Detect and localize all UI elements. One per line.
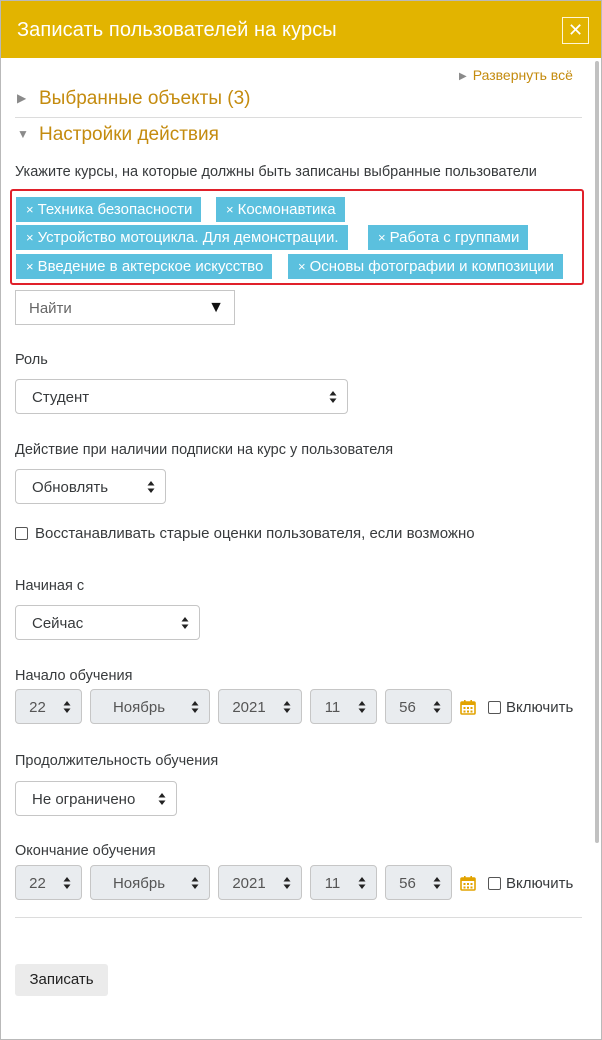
sort-caret-icon xyxy=(358,700,366,714)
end-year-value: 2021 xyxy=(232,875,266,892)
end-date-enable-checkbox[interactable] xyxy=(488,877,501,890)
start-month-value: Ноябрь xyxy=(112,699,166,716)
search-placeholder: Найти xyxy=(29,300,72,317)
course-chip-label: Космонавтика xyxy=(237,201,336,218)
end-date-enable-label: Включить xyxy=(506,875,574,892)
course-chip-label: Техника безопасности xyxy=(37,201,193,218)
remove-icon: × xyxy=(226,202,234,217)
start-date-enable-label: Включить xyxy=(506,699,574,716)
course-chip[interactable] xyxy=(288,254,563,279)
role-select[interactable] xyxy=(15,379,348,414)
sort-caret-icon xyxy=(147,480,155,494)
section-selected-label: Выбранные объекты (3) xyxy=(39,88,251,109)
sort-caret-icon xyxy=(433,876,441,890)
courses-label: Укажите курсы, на которые должны быть записаны выбранные пользователи xyxy=(15,164,537,180)
close-icon: ✕ xyxy=(567,20,584,40)
end-hour-value: 11 xyxy=(324,875,341,892)
dialog-title: Записать пользователей на курсы xyxy=(17,19,337,41)
duration-label: Продолжительность обучения xyxy=(15,753,219,769)
end-date-label: Окончание обучения xyxy=(15,843,156,859)
start-minute-value: 56 xyxy=(399,699,416,716)
end-minute-select[interactable] xyxy=(385,865,452,900)
section-selected-objects[interactable] xyxy=(17,88,250,110)
start-date-label: Начало обучения xyxy=(15,668,133,684)
course-chip-label: Устройство мотоцикла. Для демонстрации. xyxy=(37,229,339,246)
start-year-value: 2021 xyxy=(232,699,266,716)
divider xyxy=(15,917,582,918)
sort-caret-icon xyxy=(433,700,441,714)
course-chip-label: Основы фотографии и композиции xyxy=(309,258,554,275)
course-chip[interactable] xyxy=(16,225,348,250)
remove-icon: × xyxy=(26,202,34,217)
course-chip[interactable] xyxy=(16,197,201,222)
start-from-value: Сейчас xyxy=(32,615,84,632)
scrollbar[interactable] xyxy=(595,61,599,843)
triangle-down-icon: ▼ xyxy=(17,127,29,141)
sort-caret-icon xyxy=(158,792,166,806)
triangle-right-icon: ▶ xyxy=(17,91,27,105)
duration-select[interactable] xyxy=(15,781,177,816)
start-day-value: 22 xyxy=(29,699,46,716)
divider xyxy=(15,117,582,118)
triangle-right-icon: ▶ xyxy=(459,71,467,82)
section-action-settings[interactable] xyxy=(17,124,219,146)
start-day-select[interactable] xyxy=(15,689,82,724)
sort-caret-icon xyxy=(63,876,71,890)
existing-enrolment-value: Обновлять xyxy=(32,479,109,496)
sort-caret-icon xyxy=(283,876,291,890)
start-month-select[interactable] xyxy=(90,689,210,724)
sort-caret-icon xyxy=(329,390,337,404)
end-minute-value: 56 xyxy=(399,875,416,892)
existing-enrolment-label: Действие при наличии подписки на курс у пользователя xyxy=(15,442,394,458)
calendar-icon[interactable] xyxy=(460,699,476,715)
end-month-value: Ноябрь xyxy=(112,875,166,892)
remove-icon: × xyxy=(26,259,34,274)
sort-caret-icon xyxy=(358,876,366,890)
sort-caret-icon xyxy=(191,700,199,714)
course-chip[interactable] xyxy=(216,197,345,222)
calendar-icon[interactable] xyxy=(460,875,476,891)
role-value: Студент xyxy=(32,389,90,406)
restore-grades-checkbox[interactable] xyxy=(15,527,28,540)
start-year-select[interactable] xyxy=(218,689,302,724)
start-from-select[interactable] xyxy=(15,605,200,640)
dropdown-arrow-icon[interactable]: ▼ xyxy=(208,299,224,316)
remove-icon: × xyxy=(378,230,386,245)
start-from-label: Начиная с xyxy=(15,578,85,594)
expand-all-label: Развернуть всё xyxy=(472,67,573,83)
remove-icon: × xyxy=(298,259,306,274)
role-label: Роль xyxy=(15,352,48,368)
enrol-submit-button[interactable]: Записать xyxy=(15,964,108,996)
restore-grades-label: Восстанавливать старые оценки пользователя, если возможно xyxy=(35,525,475,542)
sort-caret-icon xyxy=(283,700,291,714)
duration-value: Не ограничено xyxy=(32,791,136,808)
start-hour-value: 11 xyxy=(324,699,341,716)
end-month-select[interactable] xyxy=(90,865,210,900)
sort-caret-icon xyxy=(63,700,71,714)
end-day-value: 22 xyxy=(29,875,46,892)
course-chip[interactable] xyxy=(368,225,528,250)
sort-caret-icon xyxy=(191,876,199,890)
remove-icon: × xyxy=(26,230,34,245)
sort-caret-icon xyxy=(181,616,189,630)
start-hour-select[interactable] xyxy=(310,689,377,724)
end-year-select[interactable] xyxy=(218,865,302,900)
end-day-select[interactable] xyxy=(15,865,82,900)
start-date-enable-checkbox[interactable] xyxy=(488,701,501,714)
course-chip[interactable] xyxy=(16,254,272,279)
start-minute-select[interactable] xyxy=(385,689,452,724)
section-settings-label: Настройки действия xyxy=(39,124,219,145)
close-button[interactable] xyxy=(562,17,589,44)
dialog-header xyxy=(1,1,601,58)
end-hour-select[interactable] xyxy=(310,865,377,900)
course-search-input[interactable] xyxy=(15,290,235,325)
existing-enrolment-select[interactable] xyxy=(15,469,166,504)
expand-all-link[interactable] xyxy=(459,67,573,83)
course-chip-label: Работа с группами xyxy=(389,229,520,246)
course-chip-label: Введение в актерское искусство xyxy=(37,258,264,275)
